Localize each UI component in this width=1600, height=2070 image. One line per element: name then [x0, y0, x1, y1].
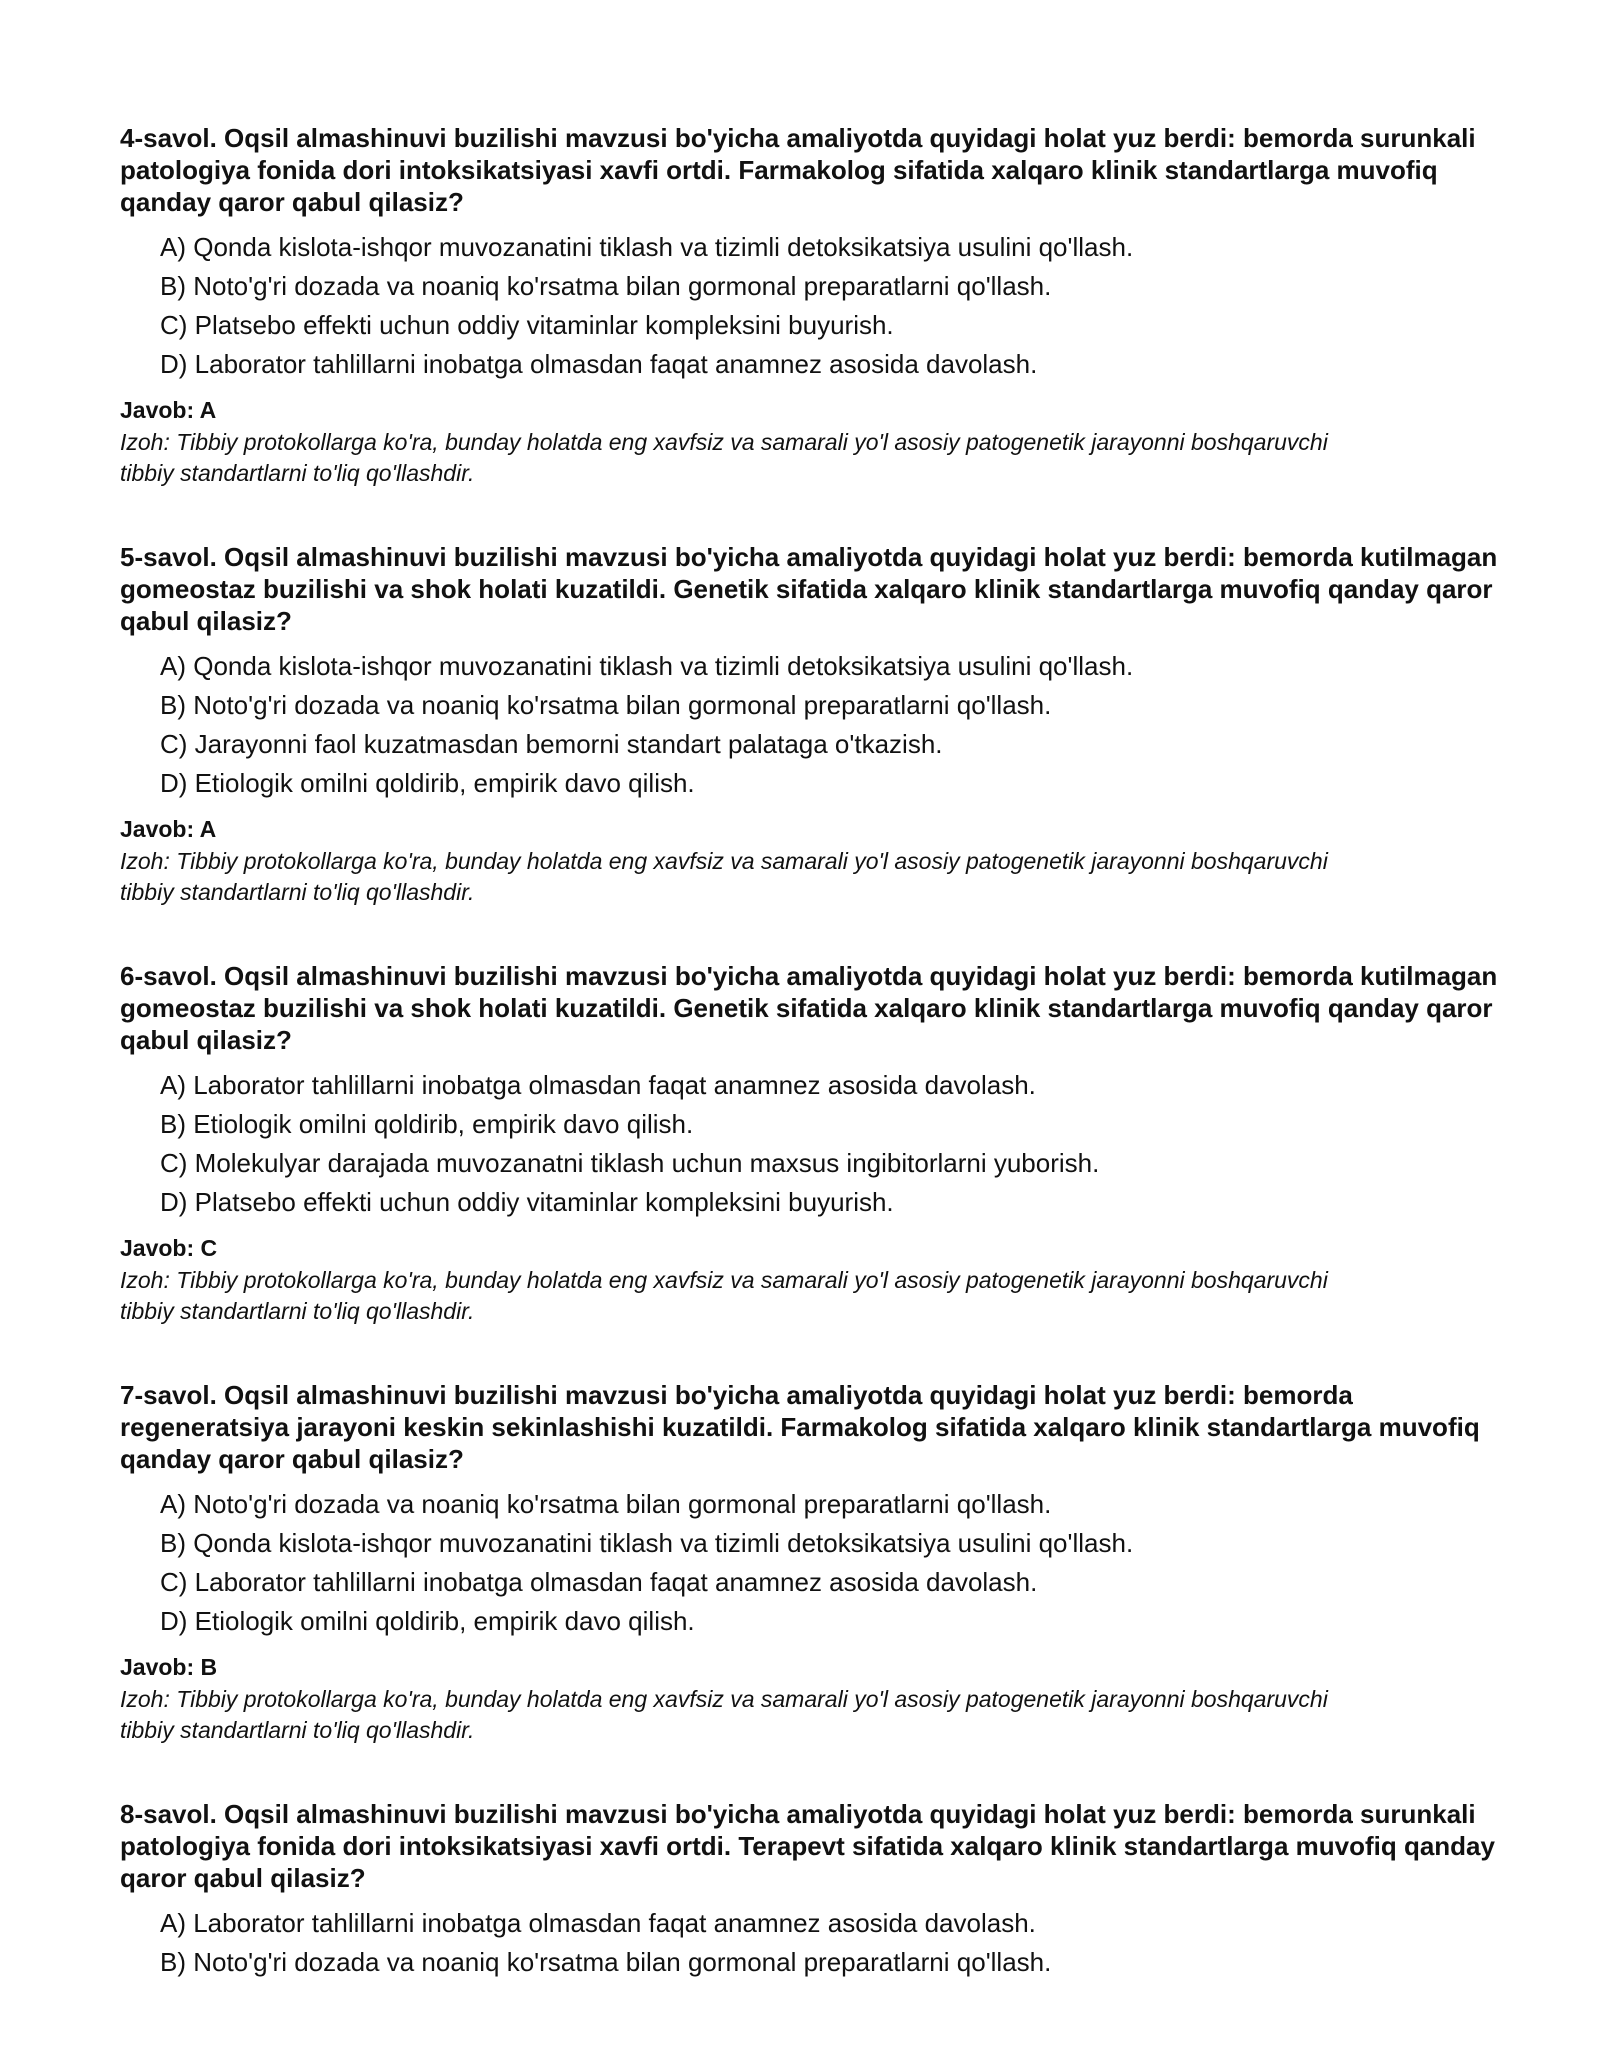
- question-block: [120, 960, 1510, 1327]
- question-block: [120, 541, 1510, 908]
- option-b: B) Noto'g'ri dozada va noaniq ko'rsatma bilan gormonal preparatlarni qo'llash.: [160, 1947, 1052, 1977]
- option-d: D) Etiologik omilni qoldirib, empirik davo qilish.: [160, 768, 695, 798]
- option-a: A) Qonda kislota-ishqor muvozanatini tiklash va tizimli detoksikatsiya usulini qo'llash.: [160, 651, 1134, 681]
- option-d: D) Laborator tahlillarni inobatga olmasdan faqat anamnez asosida davolash.: [160, 349, 1038, 379]
- answer-label: Javob: A: [120, 816, 217, 842]
- question-block: [120, 1798, 1510, 1982]
- option-a: A) Noto'g'ri dozada va noaniq ko'rsatma bilan gormonal preparatlarni qo'llash.: [160, 1489, 1052, 1519]
- question-title: 6-savol. Oqsil almashinuvi buzilishi mavzusi bo'yicha amaliyotda quyidagi holat yuz berdi: bemorda kutilmagan gomeostaz buzilishi va shok holati kuzatildi. Genetik sifatida xalqaro klinik standartlarga muvofiq qanday qaror qabul qilasiz?: [120, 961, 1498, 1055]
- option-a: A) Laborator tahlillarni inobatga olmasdan faqat anamnez asosida davolash.: [160, 1908, 1036, 1938]
- question-title: 4-savol. Oqsil almashinuvi buzilishi mavzusi bo'yicha amaliyotda quyidagi holat yuz berdi: bemorda surunkali patologiya fonida dori intoksikatsiyasi xavfi ortdi. Farmakolog sifatida xalqaro klinik standartlarga muvofiq qanday qaror qabul qilasiz?: [120, 123, 1476, 217]
- options-list: [120, 1485, 1510, 1641]
- answer-label: Javob: A: [120, 397, 217, 423]
- document-page: [120, 122, 1510, 2034]
- question-title: 7-savol. Oqsil almashinuvi buzilishi mavzusi bo'yicha amaliyotda quyidagi holat yuz berdi: bemorda regeneratsiya jarayoni keskin sekinlashishi kuzatildi. Farmakolog sifatida xalqaro klinik standartlarga muvofiq qanday qaror qabul qilasiz?: [120, 1380, 1480, 1474]
- option-b: B) Qonda kislota-ishqor muvozanatini tiklash va tizimli detoksikatsiya usulini qo'llash.: [160, 1528, 1134, 1558]
- option-c: C) Platsebo effekti uchun oddiy vitaminlar kompleksini buyurish.: [160, 310, 894, 340]
- option-c: C) Laborator tahlillarni inobatga olmasdan faqat anamnez asosida davolash.: [160, 1567, 1038, 1597]
- question-block: [120, 1379, 1510, 1746]
- explanation-text: Izoh: Tibbiy protokollarga ko'ra, bunday holatda eng xavfsiz va samarali yo'l asosiy patogenetik jarayonni boshqaruvchi tibbiy standartlarni to'liq qo'llashdir.: [120, 1267, 1328, 1324]
- explanation-text: Izoh: Tibbiy protokollarga ko'ra, bunday holatda eng xavfsiz va samarali yo'l asosiy patogenetik jarayonni boshqaruvchi tibbiy standartlarni to'liq qo'llashdir.: [120, 848, 1328, 905]
- option-a: A) Laborator tahlillarni inobatga olmasdan faqat anamnez asosida davolash.: [160, 1070, 1036, 1100]
- option-d: D) Platsebo effekti uchun oddiy vitaminlar kompleksini buyurish.: [160, 1187, 894, 1217]
- options-list: [120, 1066, 1510, 1222]
- option-c: C) Molekulyar darajada muvozanatni tiklash uchun maxsus ingibitorlarni yuborish.: [160, 1148, 1100, 1178]
- options-list: [120, 647, 1510, 803]
- option-c: C) Jarayonni faol kuzatmasdan bemorni standart palataga o'tkazish.: [160, 729, 943, 759]
- answer-label: Javob: B: [120, 1654, 218, 1680]
- options-list: [120, 228, 1510, 384]
- options-list: [120, 1904, 1510, 1982]
- question-title: 5-savol. Oqsil almashinuvi buzilishi mavzusi bo'yicha amaliyotda quyidagi holat yuz berdi: bemorda kutilmagan gomeostaz buzilishi va shok holati kuzatildi. Genetik sifatida xalqaro klinik standartlarga muvofiq qanday qaror qabul qilasiz?: [120, 542, 1498, 636]
- option-b: B) Noto'g'ri dozada va noaniq ko'rsatma bilan gormonal preparatlarni qo'llash.: [160, 690, 1052, 720]
- question-block: [120, 122, 1510, 489]
- question-title: 8-savol. Oqsil almashinuvi buzilishi mavzusi bo'yicha amaliyotda quyidagi holat yuz berdi: bemorda surunkali patologiya fonida dori intoksikatsiyasi xavfi ortdi. Terapevt sifatida xalqaro klinik standartlarga muvofiq qanday qaror qabul qilasiz?: [120, 1799, 1495, 1893]
- answer-label: Javob: C: [120, 1235, 218, 1261]
- option-b: B) Noto'g'ri dozada va noaniq ko'rsatma bilan gormonal preparatlarni qo'llash.: [160, 271, 1052, 301]
- explanation-text: Izoh: Tibbiy protokollarga ko'ra, bunday holatda eng xavfsiz va samarali yo'l asosiy patogenetik jarayonni boshqaruvchi tibbiy standartlarni to'liq qo'llashdir.: [120, 429, 1328, 486]
- option-d: D) Etiologik omilni qoldirib, empirik davo qilish.: [160, 1606, 695, 1636]
- explanation-text: Izoh: Tibbiy protokollarga ko'ra, bunday holatda eng xavfsiz va samarali yo'l asosiy patogenetik jarayonni boshqaruvchi tibbiy standartlarni to'liq qo'llashdir.: [120, 1686, 1328, 1743]
- option-b: B) Etiologik omilni qoldirib, empirik davo qilish.: [160, 1109, 694, 1139]
- option-a: A) Qonda kislota-ishqor muvozanatini tiklash va tizimli detoksikatsiya usulini qo'llash.: [160, 232, 1134, 262]
